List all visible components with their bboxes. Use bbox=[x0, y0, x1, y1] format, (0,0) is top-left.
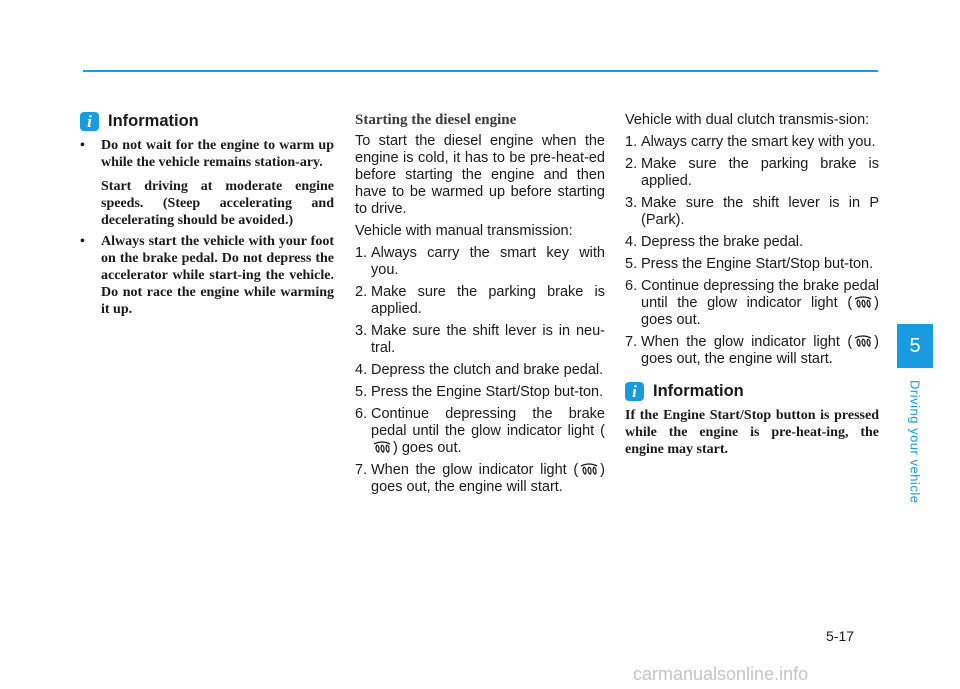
footer-watermark: carmanualsonline.info bbox=[633, 664, 809, 684]
bullet-item: • Do not wait for the engine to warm up while the vehicle remains station-ary. Start driving at moderate engine speeds. (Steep accelerating and decelerating should be avoided.) bbox=[80, 138, 334, 228]
step-item: 1. Always carry the smart key with you. bbox=[355, 245, 605, 278]
step-item: 3. Make sure the shift lever is in neu-tral. bbox=[355, 323, 605, 356]
bullet-text: Always start the vehicle with your foot on the brake pedal. Do not depress the accelerator while start-ing the vehicle. Do not race the engine while warming it up. bbox=[101, 234, 334, 317]
step-item: 2. Make sure the parking brake is applied. bbox=[625, 156, 879, 189]
glow-plug-icon bbox=[373, 441, 391, 453]
step-item: 6. Continue depressing the brake pedal until the glow indicator light ( ) goes out. bbox=[625, 278, 879, 328]
bullet-item: • Always start the vehicle with your foot on the brake pedal. Do not depress the accelerator while start-ing the vehicle. Do not race the engine while warming it up. bbox=[80, 234, 334, 317]
step-item: 7. When the glow indicator light ( ) goes out, the engine will start. bbox=[355, 462, 605, 495]
step-item: 5. Press the Engine Start/Stop but-ton. bbox=[355, 384, 604, 400]
column-information bbox=[80, 112, 334, 322]
step-item: 3. Make sure the shift lever is in P (Park). bbox=[625, 195, 879, 228]
chapter-tab: 5 bbox=[897, 324, 933, 368]
step-item: 2. Make sure the parking brake is applied. bbox=[355, 284, 605, 317]
step-item: 5. Press the Engine Start/Stop but-ton. bbox=[625, 256, 874, 272]
column-dual-clutch bbox=[625, 112, 879, 458]
info-title: Information bbox=[653, 382, 744, 400]
section-title: Starting the diesel engine bbox=[355, 112, 517, 128]
glow-plug-icon bbox=[580, 463, 598, 475]
step-item: 6. Continue depressing the brake pedal until the glow indicator light () goes out. bbox=[355, 406, 605, 456]
glow-plug-icon bbox=[854, 296, 872, 308]
column-manual-transmission bbox=[355, 112, 605, 501]
info-text: If the Engine Start/Stop button is pressed while the engine is pre-heat-ing, the engine may start. bbox=[625, 408, 879, 457]
info-icon: i bbox=[625, 382, 644, 401]
top-rule bbox=[83, 70, 878, 72]
info-header bbox=[80, 112, 334, 131]
glow-plug-icon bbox=[854, 335, 872, 347]
step-item: 1. Always carry the smart key with you. bbox=[625, 134, 876, 150]
info-icon: i bbox=[80, 112, 99, 131]
bullet-text: Start driving at moderate engine speeds. (Steep accelerating and decelerating should be avoided.) bbox=[101, 179, 334, 228]
step-item: 7. When the glow indicator light ( ) goes out, the engine will start. bbox=[625, 334, 879, 367]
intro-paragraph: To start the diesel engine when the engine is cold, it has to be pre-heat-ed before starting the engine and then have to be warmed up before starting to drive. bbox=[355, 133, 605, 217]
chapter-label: Driving your vehicle bbox=[907, 380, 923, 504]
step-item: 4. Depress the clutch and brake pedal. bbox=[355, 362, 604, 378]
info-header bbox=[625, 382, 879, 401]
step-item: 4. Depress the brake pedal. bbox=[625, 234, 804, 250]
info-title: Information bbox=[108, 112, 199, 130]
subhead: Vehicle with dual clutch transmis-sion: bbox=[625, 112, 870, 128]
subhead: Vehicle with manual transmission: bbox=[355, 223, 573, 239]
bullet-text: Do not wait for the engine to warm up while the vehicle remains station-ary. bbox=[101, 138, 334, 170]
page-number: 5-17 bbox=[826, 628, 855, 644]
